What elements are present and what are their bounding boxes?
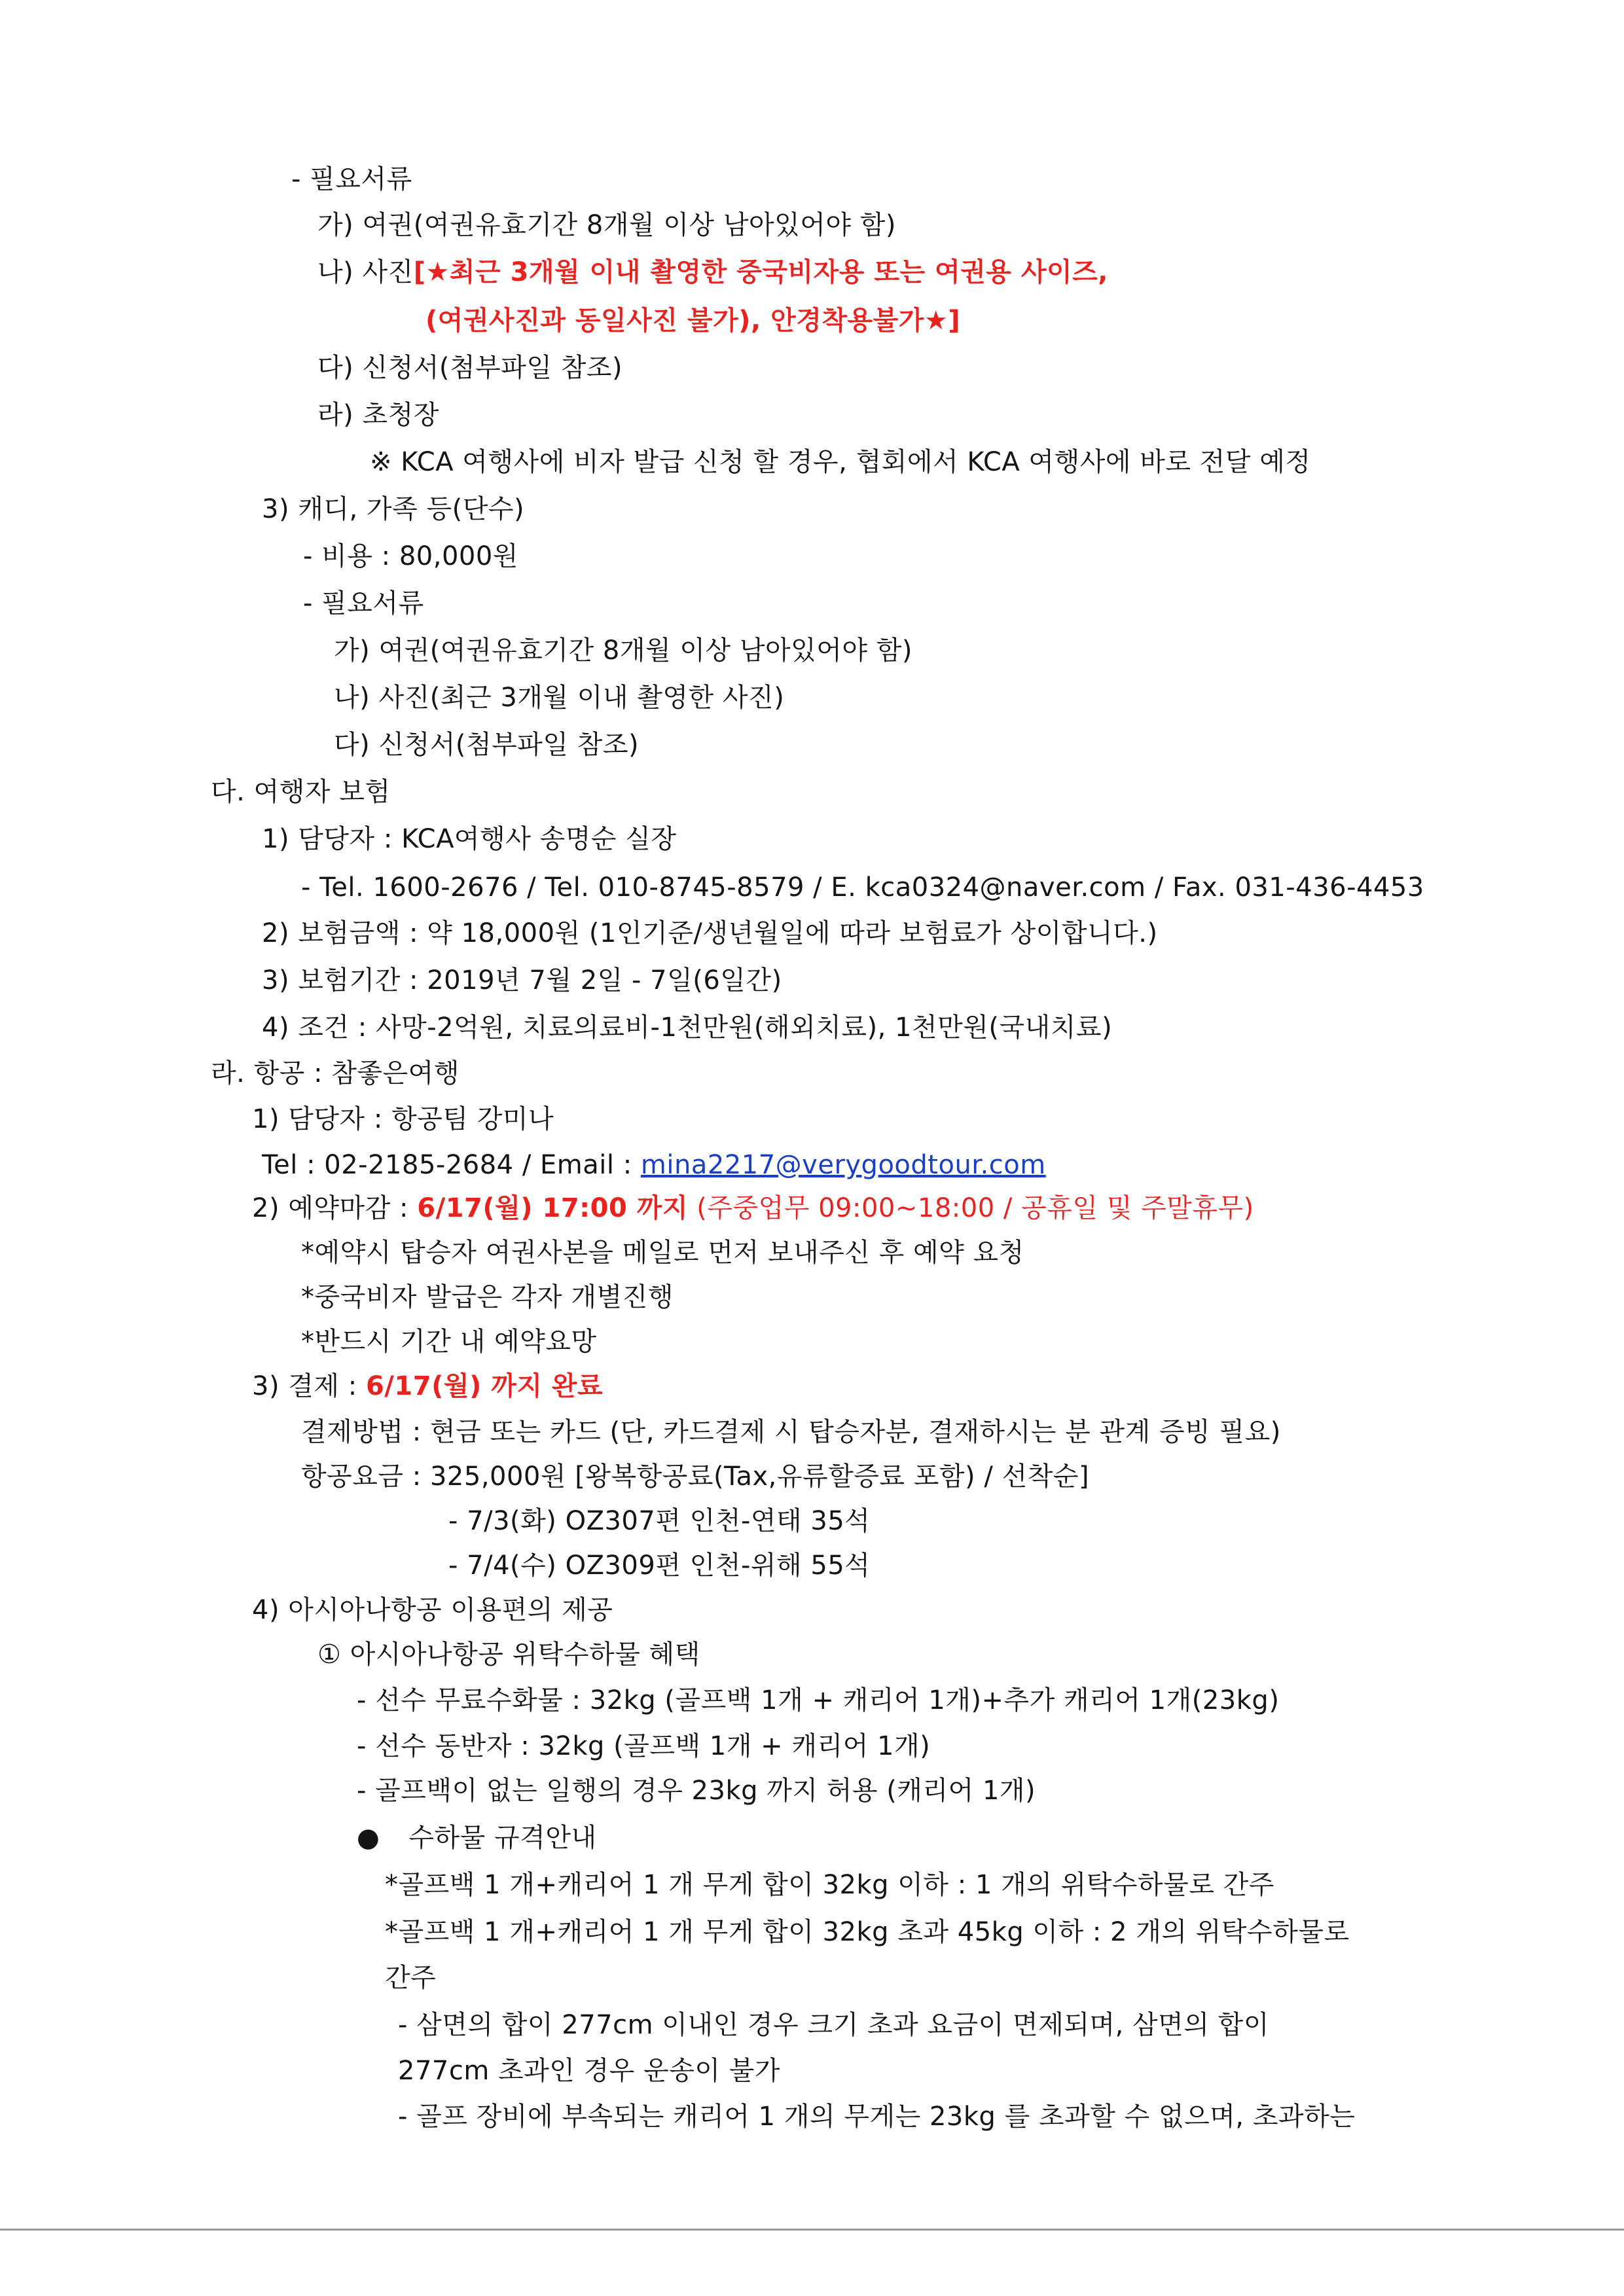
insurance-phones: - Tel. 1600-2676 / Tel. 010-8745-8579 / E. kca0324@naver.com / Fax. 031-436-4453 [301,872,1424,903]
docs-photo-warning-2: (여권사진과 동일사진 불가), 안경착용불가★] [425,306,961,336]
docs-photo-line [317,254,1108,291]
spec-item-2-cont: 간주 [385,1963,437,1993]
docs-invitation: 라) 초청장 [317,400,439,430]
airline-business-hours: (주중업무 09:00~18:00 / 공휴일 및 주말휴무) [688,1193,1254,1223]
airline-heading: 라. 항공 : 참좋은여행 [211,1058,460,1088]
page-bottom-divider [0,2229,1624,2231]
airline-email-link[interactable]: mina2217@verygoodtour.com [640,1150,1046,1180]
airline-fare: 항공요금 : 325,000원 [왕복항공료(Tax,유류할증료 포함) / 선착순] [301,1462,1090,1492]
airline-payment-method: 결제방법 : 현금 또는 카드 (단, 카드결제 시 탑승자분, 결재하시는 분 관계 증빙 필요) [301,1417,1281,1447]
docs-passport: 가) 여권(여권유효기간 8개월 이상 남아있어야 함) [317,210,896,240]
docs-photo-prefix: 나) 사진 [317,257,414,287]
airline-contact: 1) 담당자 : 항공팀 강미나 [252,1104,554,1134]
docs-photo-warning: [★최근 3개월 이내 촬영한 중국비자용 또는 여권용 사이즈, [413,257,1108,287]
caddy-cost: - 비용 : 80,000원 [303,541,518,571]
spec-item-4: - 골프 장비에 부속되는 캐리어 1 개의 무게는 23kg 를 초과할 수 없으며, 초과하는 [398,2102,1356,2132]
airline-payment-label: 3) 결제 : [252,1371,366,1401]
baggage-title: ① 아시아나항공 위탁수하물 혜택 [317,1640,700,1670]
airline-payment-line [252,1368,603,1405]
spec-item-3: - 삼면의 합이 277cm 이내인 경우 크기 초과 요금이 면제되며, 삼면의 합이 [398,2010,1269,2040]
insurance-amount: 2) 보험금액 : 약 18,000원 (1인기준/생년월일에 따라 보험료가 상이합니다.) [262,918,1158,948]
baggage-item-2: - 선수 동반자 : 32kg (골프백 1개 + 캐리어 1개) [357,1731,931,1761]
airline-note-3: *반드시 기간 내 예약요망 [301,1327,597,1357]
airline-flight-1: - 7/3(화) OZ307편 인천-연태 35석 [448,1506,871,1536]
caddy-title: 3) 캐디, 가족 등(단수) [262,494,525,524]
airline-tel-line [262,1147,1046,1183]
airline-deadline-label: 2) 예약마감 : [252,1193,418,1223]
insurance-conditions: 4) 조건 : 사망-2억원, 치료의료비-1천만원(해외치료), 1천만원(국내치료) [262,1013,1113,1043]
spec-item-3-cont: 277cm 초과인 경우 운송이 불가 [398,2056,781,2086]
caddy-application: 다) 신청서(첨부파일 참조) [334,730,640,760]
spec-title: 수하물 규격안내 [408,1823,597,1853]
baggage-item-3: - 골프백이 없는 일행의 경우 23kg 까지 허용 (캐리어 1개) [357,1776,1036,1806]
kca-note: ※ KCA 여행사에 비자 발급 신청 할 경우, 협회에서 KCA 여행사에 바로 전달 예정 [370,447,1311,477]
asiana-title: 4) 아시아나항공 이용편의 제공 [252,1595,613,1625]
baggage-item-1: - 선수 무료수화물 : 32kg (골프백 1개 + 캐리어 1개)+추가 캐리어 1개(23kg) [357,1685,1280,1715]
caddy-passport: 가) 여권(여권유효기간 8개월 이상 남아있어야 함) [334,636,912,666]
docs-application: 다) 신청서(첨부파일 참조) [317,353,623,383]
airline-note-1: *예약시 탑승자 여권사본을 메일로 먼저 보내주신 후 예약 요청 [301,1238,1024,1268]
airline-flight-2: - 7/4(수) OZ309편 인천-위해 55석 [448,1551,871,1581]
airline-deadline-date: 6/17(월) 17:00 까지 [417,1193,689,1223]
spec-item-2: *골프백 1 개+캐리어 1 개 무게 합이 32kg 초과 45kg 이하 : 2 개의 위탁수하물로 [385,1917,1350,1947]
airline-tel: Tel : 02-2185-2684 / Email : [262,1150,641,1180]
docs-title: - 필요서류 [291,164,412,194]
spec-item-1: *골프백 1 개+캐리어 1 개 무게 합이 32kg 이하 : 1 개의 위탁수하물로 간주 [385,1870,1274,1900]
airline-payment-deadline: 6/17(월) 까지 완료 [365,1371,604,1401]
caddy-docs-title: - 필요서류 [303,588,424,619]
airline-note-2: *중국비자 발급은 각자 개별진행 [301,1282,674,1312]
airline-deadline-line [252,1190,1254,1227]
bullet-icon: ● [357,1823,380,1853]
spec-title-line [357,1820,597,1856]
insurance-heading: 다. 여행자 보험 [211,777,391,807]
insurance-contact: 1) 담당자 : KCA여행사 송명순 실장 [262,824,677,854]
caddy-photo: 나) 사진(최근 3개월 이내 촬영한 사진) [334,683,785,713]
insurance-period: 3) 보험기간 : 2019년 7월 2일 - 7일(6일간) [262,965,782,996]
